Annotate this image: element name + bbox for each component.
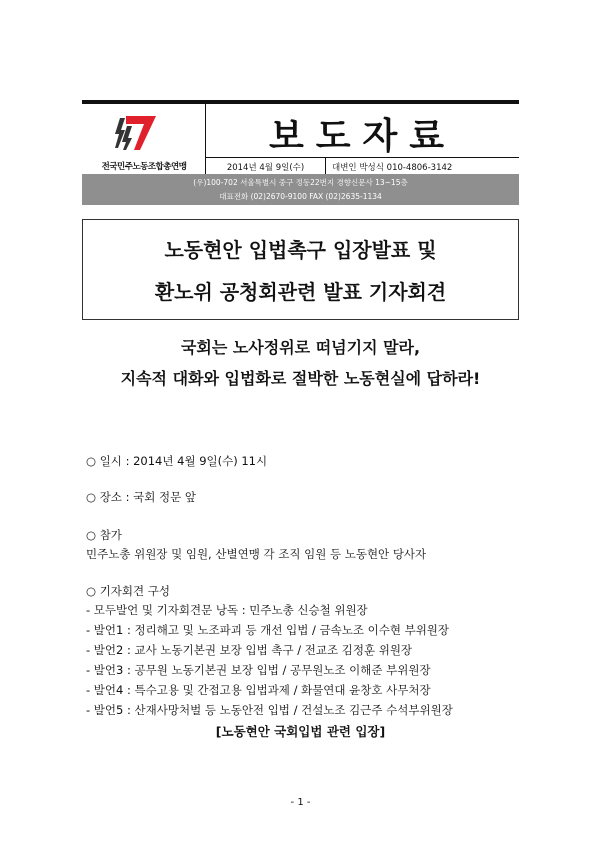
program-label: ○ 기자회견 구성 (86, 584, 170, 598)
postal-address: (우)100-702 서울특별시 중구 정동22번지 경향신문사 13~15층 (193, 178, 408, 187)
subheadline-line-2: 지속적 대화와 입법화로 절박한 노동현실에 답하라! (120, 369, 481, 388)
event-place: ○ 장소 : 국회 정문 앞 (86, 490, 196, 504)
page-number: - 1 - (290, 797, 311, 808)
program-item: - 발언5 : 산재사망처벌 등 노동안전 입법 / 건설노조 김근주 수석부위원장 (86, 703, 453, 717)
press-release-title: 보도자료 (268, 116, 457, 157)
spokesperson-contact: 대변인 박성식 010-4806-3142 (332, 163, 453, 173)
header-table (82, 100, 519, 174)
program-item: - 모두발언 및 기자회견문 낭독 : 민주노총 신승철 위원장 (86, 603, 368, 617)
attendees-label: ○ 참가 (86, 528, 122, 542)
headline-line-2: 환노위 공청회관련 발표 기자회견 (154, 280, 447, 304)
subheadline-line-1: 국회는 노사정위로 떠넘기지 말라, (180, 338, 421, 357)
program-item: - 발언3 : 공무원 노동기본권 보장 입법 / 공무원노조 이해준 부위원장 (86, 663, 431, 677)
org-name: 전국민주노동조합총연맹 (101, 162, 187, 172)
logo-cell (82, 104, 206, 178)
kctu-logo-icon (112, 112, 158, 152)
headline-box (82, 219, 519, 320)
phone-fax: 대표전화 (02)2670-9100 FAX (02)2635-1134 (219, 192, 382, 201)
program-item: - 발언1 : 정리해고 및 노조파괴 등 개선 입법 / 금속노조 이수현 부위원장 (86, 623, 450, 637)
event-datetime: ○ 일시 : 2014년 4월 9일(수) 11시 (86, 454, 268, 468)
attendees-text: 민주노총 위원장 및 임원, 산별연맹 각 조직 임원 등 노동현안 당사자 (86, 547, 427, 561)
address-band (82, 174, 519, 205)
press-release-header (82, 100, 519, 205)
program-item: - 발언4 : 특수고용 및 간접고용 입법과제 / 화물연대 윤창호 사무처장 (86, 683, 431, 697)
section-title: [노동현안 국회입법 관련 입장] (215, 724, 386, 739)
release-date: 2014년 4월 9일(수) (206, 158, 326, 178)
headline-line-1: 노동현안 입법촉구 입장발표 및 (164, 238, 437, 262)
title-cell (206, 104, 519, 158)
program-item: - 발언2 : 교사 노동기본권 보장 입법 촉구 / 전교조 김정훈 위원장 (86, 643, 413, 657)
